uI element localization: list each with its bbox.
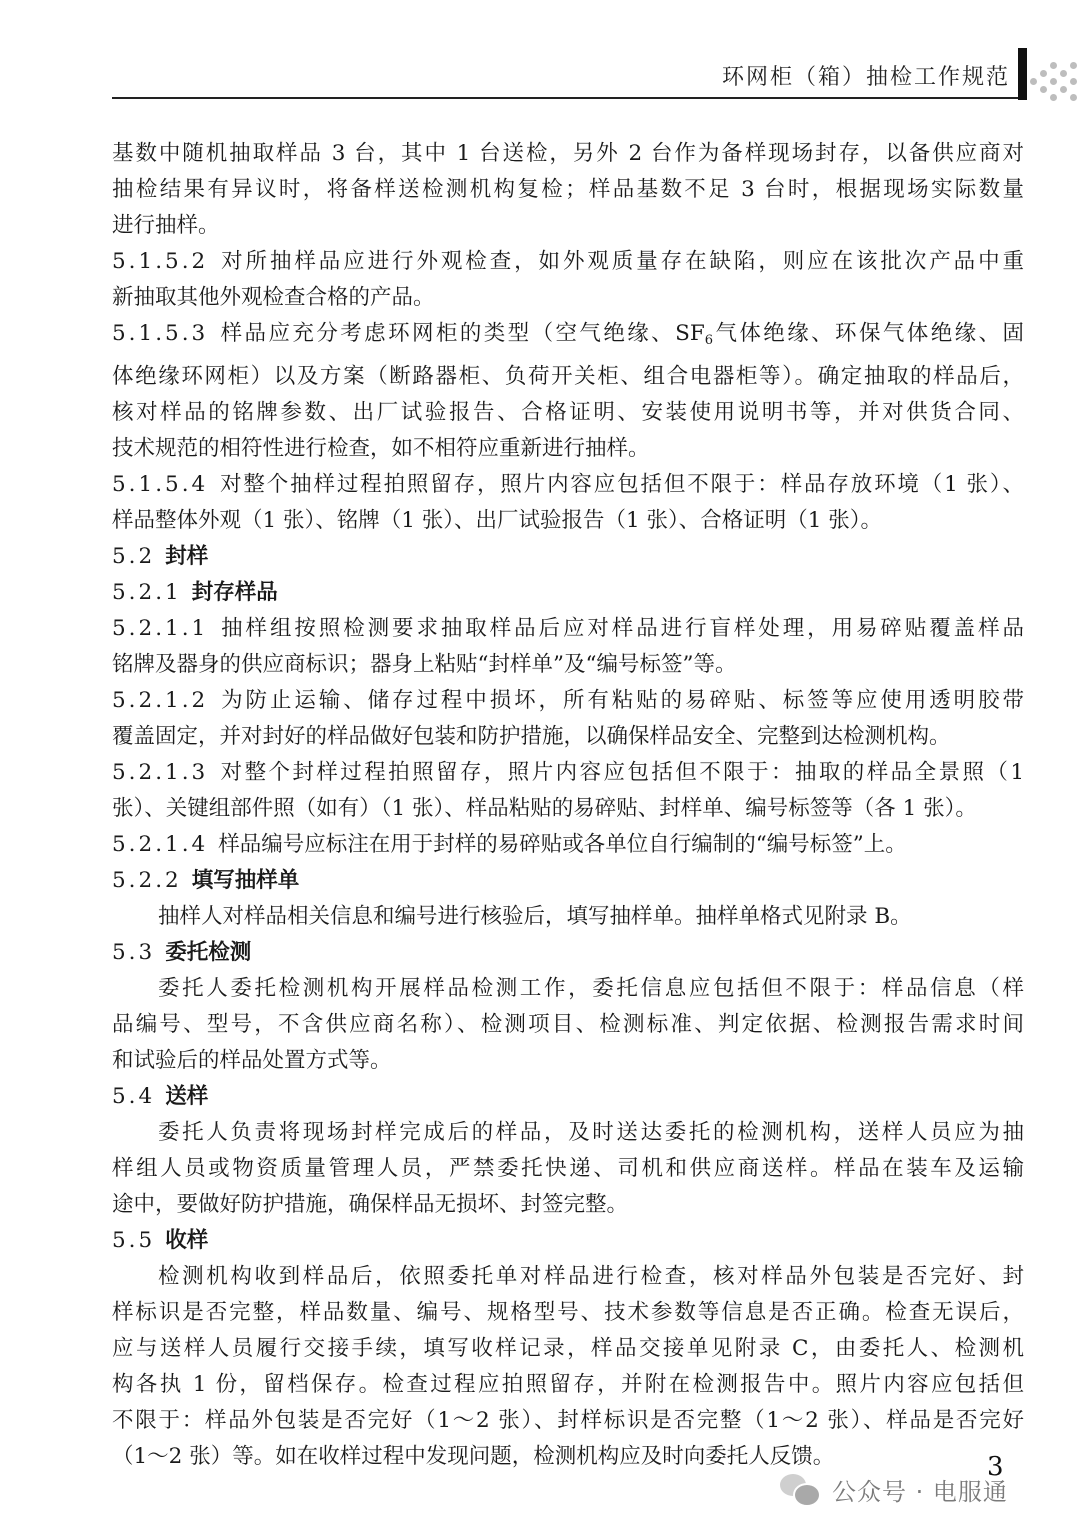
section-heading [112, 935, 1024, 971]
footer-watermark [780, 1468, 1008, 1510]
section-heading [112, 1079, 1024, 1115]
section-heading [112, 539, 1024, 575]
section-title: 封样 [165, 544, 209, 569]
clause-line [112, 755, 1024, 791]
clause-number: 5.2.1.4 [112, 832, 209, 857]
clause-line [112, 683, 1024, 719]
paragraph-line: （1～2 张）等。如在收样过程中发现问题，检测机构应及时向委托人反馈。 [112, 1444, 835, 1469]
clause-text: 对整个抽样过程拍照留存，照片内容应包括但不限于：样品存放环境（1 张）、 [218, 472, 1024, 497]
section-title: 送样 [165, 1084, 209, 1109]
clause-line [112, 611, 1024, 647]
clause-line [112, 467, 1024, 503]
document-body [112, 136, 1024, 1475]
section-heading [112, 575, 1024, 611]
clause-number: 5.1.5.2 [112, 249, 209, 274]
clause-number: 5.1.5.3 [112, 321, 209, 346]
clause-text: 为防止运输、储存过程中损坏，所有粘贴的易碎贴、标签等应使用透明胶带 [218, 688, 1024, 713]
section-number: 5.3 [112, 940, 156, 965]
watermark-text: 公众号 · 电服通 [832, 1477, 1008, 1506]
paragraph-line: 新抽取其他外观检查合格的产品。 [112, 285, 435, 310]
paragraph-line: 技术规范的相符性进行检查，如不相符应重新进行抽样。 [112, 436, 650, 461]
header-bar [1018, 48, 1027, 100]
paragraph-line: 核对样品的铭牌参数、出厂试验报告、合格证明、安装使用说明书等，并对供货合同、 [112, 400, 1024, 425]
clause-number: 5.2.1.1 [112, 616, 209, 641]
paragraph-line: 覆盖固定，并对封好的样品做好包装和防护措施，以确保样品安全、完整到达检测机构。 [112, 724, 951, 749]
paragraph-line: 品编号、型号，不含供应商名称）、检测项目、检测标准、判定依据、检测报告需求时间 [112, 1012, 1024, 1037]
header-rule [112, 97, 1024, 99]
paragraph-line: 途中，要做好防护措施，确保样品无损坏、封签完整。 [112, 1192, 629, 1217]
paragraph-line: 检测机构收到样品后，依照委托单对样品进行检查，核对样品外包装是否完好、封 [158, 1264, 1024, 1289]
paragraph-line: 委托人负责将现场封样完成后的样品，及时送达委托的检测机构，送样人员应为抽 [158, 1120, 1024, 1145]
clause-text: 样品编号应标注在用于封样的易碎贴或各单位自行编制的“编号标签”上。 [218, 832, 907, 857]
clause-text: 样品应充分考虑环网柜的类型（空气绝缘、SF [218, 321, 705, 346]
clause-text: 抽样组按照检测要求抽取样品后应对样品进行盲样处理，用易碎贴覆盖样品 [218, 616, 1024, 641]
clause-number: 5.2.1.2 [112, 688, 209, 713]
paragraph-line: 铭牌及器身的供应商标识；器身上粘贴“封样单”及“编号标签”等。 [112, 652, 737, 677]
clause-line [112, 827, 1024, 863]
paragraph-line: 样品整体外观（1 张）、铭牌（1 张）、出厂试验报告（1 张）、合格证明（1 张）。 [112, 508, 883, 533]
section-number: 5.2.1 [112, 580, 182, 605]
paragraph-line: 应与送样人员履行交接手续，填写收样记录，样品交接单见附录 C，由委托人、检测机 [112, 1336, 1024, 1361]
clause-line [112, 244, 1024, 280]
paragraph-line: 构各执 1 份，留档保存。检查过程应拍照留存，并附在检测报告中。照片内容应包括但 [112, 1372, 1024, 1397]
section-title: 填写抽样单 [191, 868, 300, 893]
section-title: 封存样品 [191, 580, 278, 605]
clause-text: 对所抽样品应进行外观检查，如外观质量存在缺陷，则应在该批次产品中重 [218, 249, 1024, 274]
section-title: 收样 [165, 1228, 209, 1253]
clause-text: 气体绝缘、环保气体绝缘、固 [713, 321, 1024, 346]
section-heading [112, 863, 1024, 899]
clause-number: 5.1.5.4 [112, 472, 209, 497]
section-heading [112, 1223, 1024, 1259]
paragraph-line: 张）、关键组部件照（如有）（1 张）、样品粘贴的易碎贴、封样单、编号标签等（各 1 张）。 [112, 796, 977, 821]
paragraph-line: 体绝缘环网柜）以及方案（断路器柜、负荷开关柜、组合电器柜等）。确定抽取的样品后， [112, 364, 1024, 389]
clause-number: 5.2.1.3 [112, 760, 209, 785]
paragraph-line: 抽检结果有异议时，将备样送检测机构复检；样品基数不足 3 台时，根据现场实际数量 [112, 177, 1024, 202]
header-title: 环网柜（箱）抽检工作规范 [721, 65, 1010, 90]
paragraph-line: 抽样人对样品相关信息和编号进行核验后，填写抽样单。抽样单格式见附录 B。 [158, 904, 912, 929]
paragraph-line: 和试验后的样品处置方式等。 [112, 1048, 392, 1073]
decorative-dots [1030, 62, 1080, 102]
section-number: 5.5 [112, 1228, 156, 1253]
subscript: 6 [704, 333, 714, 348]
paragraph-line: 进行抽样。 [112, 213, 220, 238]
clause-text: 对整个封样过程拍照留存，照片内容应包括但不限于：抽取的样品全景照（1 [218, 760, 1024, 785]
section-number: 5.2 [112, 544, 156, 569]
paragraph-line: 委托人委托检测机构开展样品检测工作，委托信息应包括但不限于：样品信息（样 [158, 976, 1024, 1001]
paragraph-line: 不限于：样品外包装是否完好（1～2 张）、封样标识是否完整（1～2 张）、样品是否完好 [112, 1408, 1024, 1433]
clause-line [112, 316, 1024, 359]
wechat-icon [780, 1472, 820, 1506]
paragraph-line: 基数中随机抽取样品 3 台，其中 1 台送检，另外 2 台作为备样现场封存，以备供应商对 [112, 141, 1024, 166]
section-number: 5.2.2 [112, 868, 182, 893]
paragraph-line: 样组人员或物资质量管理人员，严禁委托快递、司机和供应商送样。样品在装车及运输 [112, 1156, 1024, 1181]
section-title: 委托检测 [165, 940, 252, 965]
paragraph-line: 样标识是否完整，样品数量、编号、规格型号、技术参数等信息是否正确。检查无误后， [112, 1300, 1024, 1325]
section-number: 5.4 [112, 1084, 156, 1109]
page-number: 3 [987, 1452, 1004, 1482]
